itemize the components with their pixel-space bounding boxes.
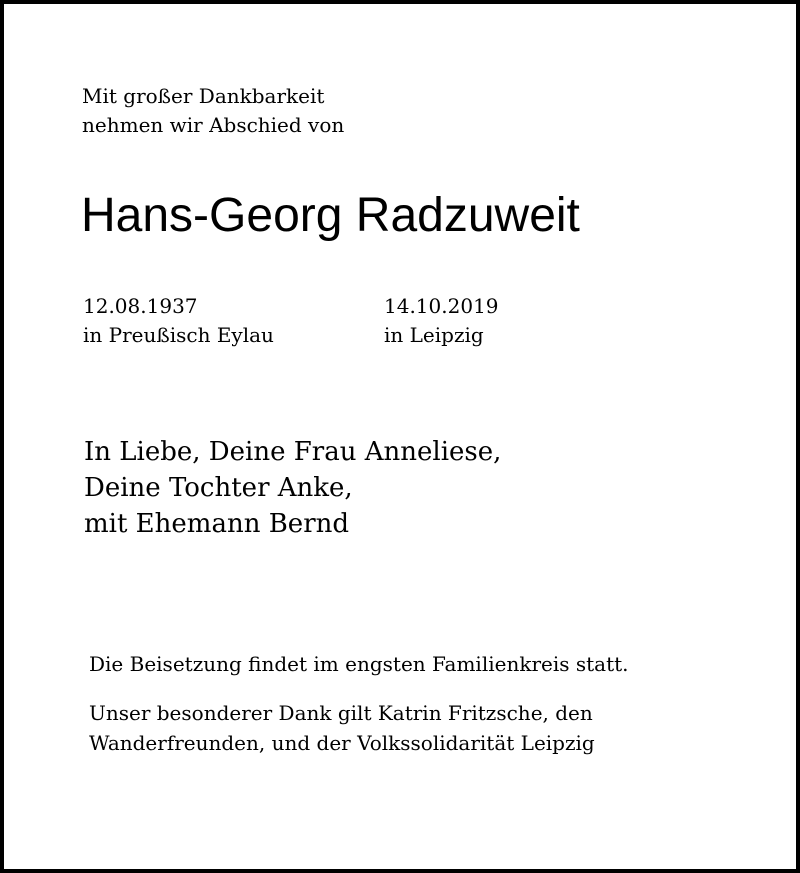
family-line: Deine Tochter Anke, — [84, 473, 353, 503]
intro-line-2: nehmen wir Abschied von — [82, 113, 345, 137]
death-info — [384, 292, 499, 350]
thanks-note — [89, 698, 629, 758]
birth-place: in Preußisch Eylau — [83, 323, 274, 347]
intro-text — [82, 82, 344, 140]
deceased-name: Hans-Georg Radzuweit — [81, 189, 580, 242]
birth-date: 12.08.1937 — [83, 294, 198, 318]
intro-line-1: Mit großer Dankbarkeit — [82, 84, 325, 108]
notes-section — [89, 649, 629, 758]
thanks-line: Unser besonderer Dank gilt Katrin Fritzsche, den — [89, 701, 593, 725]
family-line: mit Ehemann Bernd — [84, 509, 350, 539]
thanks-line: Wanderfreunden, und der Volkssolidarität Leipzig — [89, 731, 595, 755]
family-signature — [84, 434, 501, 542]
death-place: in Leipzig — [384, 323, 484, 347]
burial-note: Die Beisetzung findet im engsten Familienkreis statt. — [89, 652, 629, 676]
paragraph-spacer — [89, 679, 629, 698]
birth-info — [83, 292, 274, 350]
family-line: In Liebe, Deine Frau Anneliese, — [84, 437, 502, 467]
death-date: 14.10.2019 — [384, 294, 499, 318]
